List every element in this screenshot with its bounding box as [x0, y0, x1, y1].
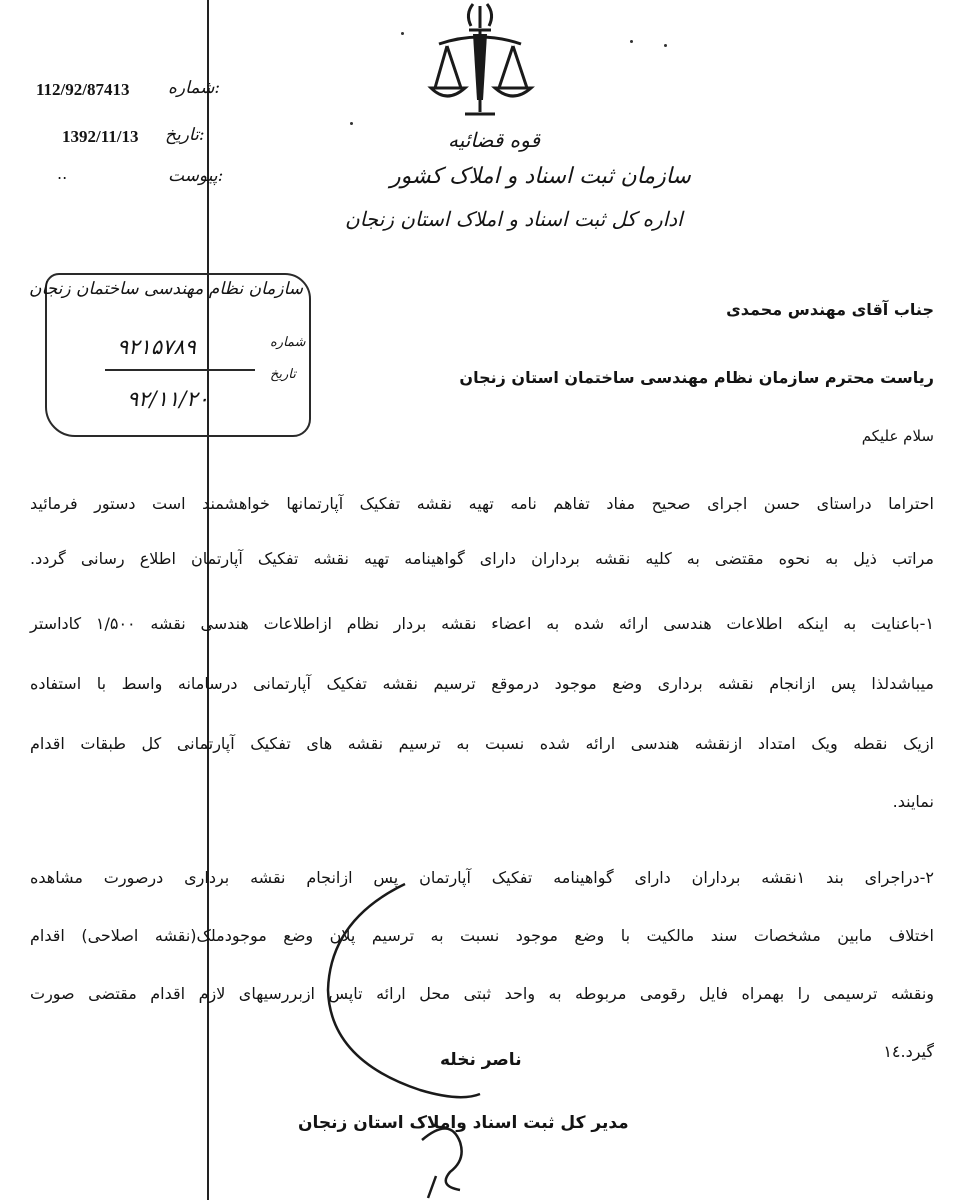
paragraph-intro-line: احتراما دراستای حسن اجرای صحیح مفاد تفاهم نامه تهیه نقشه تفکیک آپارتمانها خواهشمند است دستور فرمائید	[30, 494, 934, 513]
stamp-number-label: شماره	[270, 335, 306, 350]
scan-speck	[401, 32, 404, 35]
item-2-line: ۲-دراجرای بند ۱نقشه برداران دارای گواهینامه تفکیک آپارتمان پس ازانجام نقشه برداری درصورت مشاهده	[30, 868, 934, 887]
item-2-line: اختلاف مابین مشخصات سند مالکیت با وضع موجود نسبت به ترسیم پلان وضع موجودملک(نقشه اصلاحی) اقدام	[30, 926, 934, 945]
letter-number-value: 112/92/87413	[36, 80, 130, 99]
stamp-underline	[105, 369, 255, 371]
item-1-line: نمایند.	[892, 792, 934, 811]
handwritten-signature	[310, 880, 500, 1200]
stamp-date-value: ۹۲/۱۱/۲۰	[127, 387, 209, 411]
paragraph-intro-line: مراتب ذیل به نحوه مقتضی به کلیه نقشه برداران دارای گواهینامه تهیه نقشه تفکیک آپارتمان اطلاع رسانی گردد.	[30, 549, 934, 568]
letter-date-row	[0, 127, 230, 157]
letter-attachment-label: پیوست:	[168, 166, 224, 186]
letter-attachment-row	[0, 164, 230, 198]
letter-number-row	[0, 80, 230, 110]
stamp-title: سازمان نظام مهندسی ساختمان زنجان	[29, 279, 303, 299]
agency-general-office-zanjan: اداره کل ثبت اسناد و املاک استان زنجان	[345, 207, 683, 231]
letter-date-value: 1392/11/13	[62, 127, 139, 146]
item-2-line: گیرد.۱٤	[883, 1042, 934, 1061]
item-1-line: ازیک نقطه ویک امتداد ازنقشه هندسی ارائه شده نسبت به ترسیم نقشه های تفکیک آپارتمانی کل طبقات اقدام	[30, 734, 934, 753]
stamp-number-value: ۹۲۱۵۷۸۹	[117, 335, 196, 359]
item-1-line: ۱-باعنایت به اینکه اطلاعات هندسی ارائه شده به اعضاء نقشه بردار نظام ازاطلاعات هندسی نقشه ۱/۵۰۰ کاداستر	[30, 614, 935, 633]
signer-name: ناصر نخله	[440, 1050, 522, 1070]
scan-speck	[350, 122, 353, 125]
agency-registration-organization: سازمان ثبت اسناد و املاک کشور	[390, 164, 691, 189]
scan-speck	[630, 40, 633, 43]
received-stamp	[29, 273, 315, 441]
greeting: سلام علیکم	[861, 427, 934, 445]
item-1-line: میباشدلذا پس ازانجام نقشه برداری وضع موجود درموقع ترسیم نقشه تفکیک آپارتمانی درسامانه واسط با استفاده	[30, 674, 934, 693]
judiciary-scales-emblem-icon	[425, 0, 535, 125]
agency-judiciary: قوه قضائیه	[448, 128, 541, 152]
scan-speck	[664, 44, 667, 47]
signer-title: مدیر کل ثبت اسناد واملاک استان زنجان	[298, 1113, 629, 1133]
recipient-position: ریاست محترم سازمان نظام مهندسی ساختمان استان زنجان	[459, 368, 934, 387]
letter-number-label: شماره:	[168, 78, 221, 98]
recipient-name: جناب آقای مهندس محمدی	[726, 300, 934, 319]
letter-attachment-value: ..	[57, 164, 68, 183]
stamp-date-label: تاریخ	[270, 367, 296, 382]
letter-date-label: تاریخ:	[165, 125, 205, 145]
item-2-line: ونقشه ترسیمی را بهمراه فایل رقومی مربوطه به واحد ثبتی محل ارائه تاپس ازبررسیهای لازم اقدام مقتضی صورت	[30, 984, 934, 1003]
